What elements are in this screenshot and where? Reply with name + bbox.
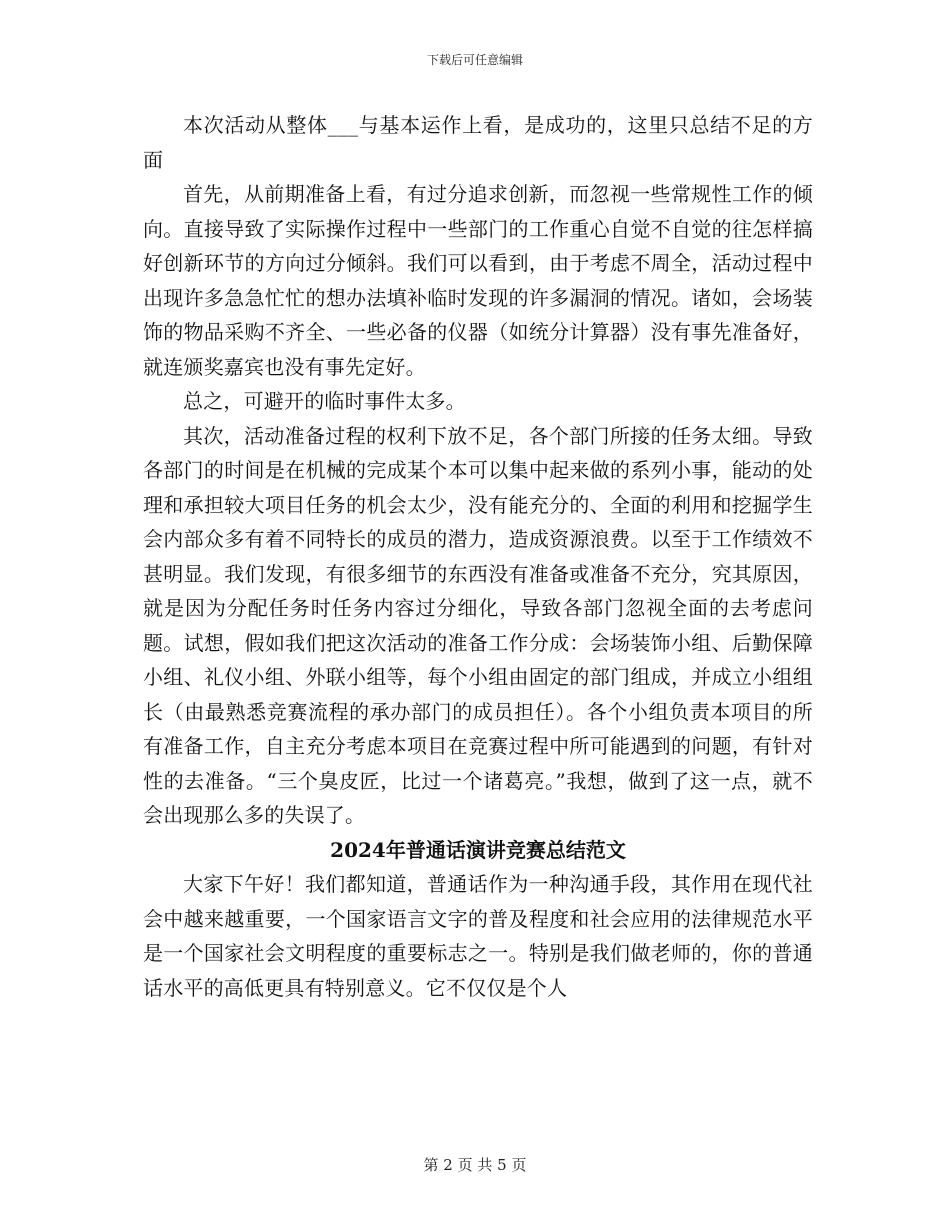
- paragraph-speech-opening: 大家下午好！我们都知道，普通话作为一种沟通手段，其作用在现代社会中越来越重要，一个国家语言文字的普及程度和社会应用的法律规范水平是一个国家社会文明程度的重要标志之一。特别是我们做老师的，你的普通话水平的高低更具有特别意义。它不仅仅是个人: [143, 872, 813, 1000]
- page-header: 下载后可任意编辑: [426, 53, 523, 67]
- section-title: 2024年普通话演讲竞赛总结范文: [330, 837, 626, 862]
- document-body: [143, 108, 813, 1005]
- paragraph-summary: 总之，可避开的临时事件太多。: [183, 389, 466, 413]
- paragraph-preparation: 首先，从前期准备上看，有过分追求创新，而忽视一些常规性工作的倾向。直接导致了实际操作过程中一些部门的工作重心自觉不自觉的往怎样搞好创新环节的方向过分倾斜。我们可以看到，由于考虑不周全，活动过程中出现许多急急忙忙的想办法填补临时发现的许多漏洞的情况。诸如，会场装饰的物品采购不齐全、一些必备的仪器（如统分计算器）没有事先准备好，就连颁奖嘉宾也没有事先定好。: [143, 182, 813, 379]
- paragraph-delegation: 其次，活动准备过程的权利下放不足，各个部门所接的任务太细。导致各部门的时间是在机械的完成某个本可以集中起来做的系列小事，能动的处理和承担较大项目任务的机会太少，没有能充分的、全面的利用和挖掘学生会内部众多有着不同特长的成员的潜力，造成资源浪费。以至于工作绩效不甚明显。我们发现，有很多细节的东西没有准备或准备不充分，究其原因，就是因为分配任务时任务内容过分细化，导致各部门忽视全面的去考虑问题。试想，假如我们把这次活动的准备工作分成：会场装饰小组、后勤保障小组、礼仪小组、外联小组等，每个小组由固定的部门组成，并成立小组组长（由最熟悉竞赛流程的承办部门的成员担任）。各个小组负责本项目的所有准备工作，自主充分考虑本项目在竞赛过程中所可能遇到的问题，有针对性的去准备。“三个臭皮匠，比过一个诸葛亮。”我想，做到了这一点，就不会出现那么多的失误了。: [143, 423, 813, 827]
- paragraph-overview: 本次活动从整体___与基本运作上看，是成功的，这里只总结不足的方面: [143, 113, 813, 172]
- page-number: 第 2 页 共 5 页: [423, 1156, 527, 1174]
